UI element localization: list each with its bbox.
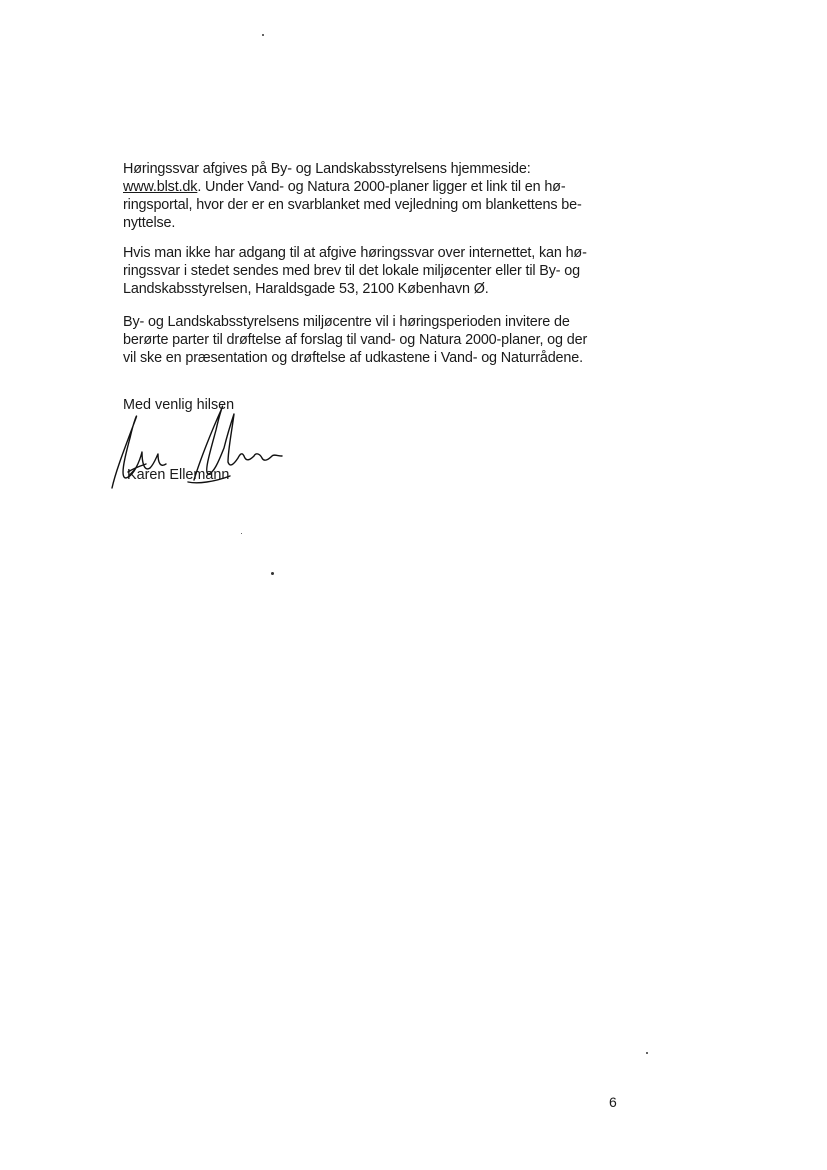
scan-speck: [271, 572, 274, 575]
paragraph-line: ringsportal, hvor der er en svarblanket med vejledning om blankettens be-: [123, 197, 582, 213]
handwritten-signature: [104, 390, 294, 495]
paragraph-line-rest: . Under Vand- og Natura 2000-planer ligger et link til en hø-: [197, 179, 566, 195]
paragraph-line: berørte parter til drøftelse af forslag til vand- og Natura 2000-planer, og der: [123, 332, 588, 348]
paragraph-line: Landskabsstyrelsen, Haraldsgade 53, 2100 København Ø.: [123, 281, 489, 297]
scan-speck: [241, 533, 242, 534]
scan-speck: [646, 1052, 648, 1054]
page-number: 6: [609, 1094, 617, 1110]
paragraph-line: [123, 178, 623, 196]
website-link[interactable]: www.blst.dk: [123, 179, 198, 195]
signer-name: Karen Ellemann: [127, 467, 230, 483]
closing-salutation: Med venlig hilsen: [123, 397, 235, 413]
paragraph-line: Høringssvar afgives på By- og Landskabsstyrelsens hjemmeside:: [123, 161, 531, 177]
paragraph-hearing-submission: [123, 160, 623, 232]
scan-speck: [262, 34, 264, 36]
paragraph-line: By- og Landskabsstyrelsens miljøcentre vil i høringsperioden invitere de: [123, 314, 570, 330]
paragraph-postal-submission: [123, 244, 623, 298]
paragraph-line: ringssvar i stedet sendes med brev til det lokale miljøcenter eller til By- og: [123, 263, 580, 279]
paragraph-line: nyttelse.: [123, 215, 176, 231]
paragraph-environment-centres: [123, 313, 623, 367]
paragraph-line: vil ske en præsentation og drøftelse af udkastene i Vand- og Naturrådene.: [123, 350, 583, 366]
paragraph-line: Hvis man ikke har adgang til at afgive høringssvar over internettet, kan hø-: [123, 245, 587, 261]
